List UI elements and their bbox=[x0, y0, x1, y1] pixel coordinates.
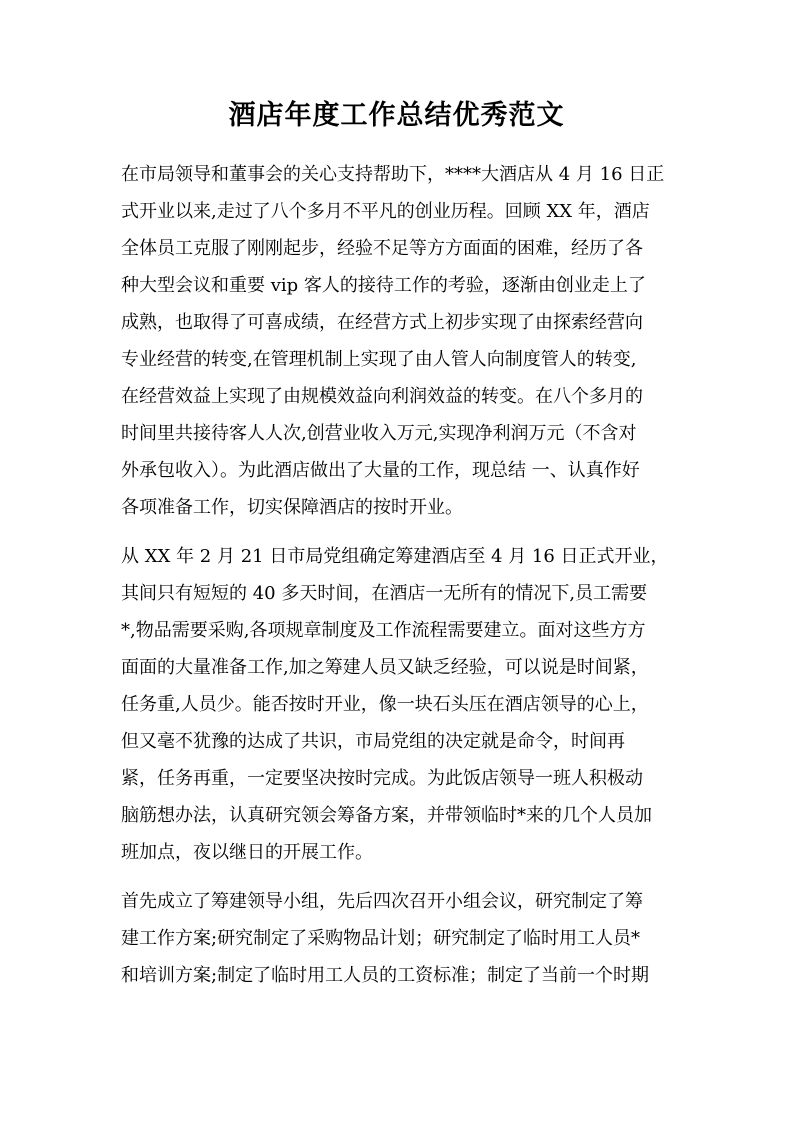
text-line: 首先成立了筹建领导小组，先后四次召开小组会议，研究制定了筹 bbox=[121, 891, 643, 912]
text-line: 紧，任务再重，一定要坚决按时完成。为此饭店领导一班人积极动 bbox=[121, 768, 643, 789]
text-line: 和培训方案;制定了临时用工人员的工资标准；制定了当前一个时期 bbox=[121, 965, 650, 986]
text-line: 任务重,人员少。能否按时开业，像一块石头压在酒店领导的心上， bbox=[121, 694, 649, 715]
text-line: 专业经营的转变,在管理机制上实现了由人管人向制度管人的转变, bbox=[121, 349, 637, 370]
text-line: 各项准备工作，切实保障酒店的按时开业。 bbox=[121, 497, 463, 518]
text-line: 建工作方案;研究制定了采购物品计划；研究制定了临时用工人员* bbox=[121, 928, 641, 949]
text-line: 式开业以来,走过了八个多月不平凡的创业历程。回顾 XX 年，酒店 bbox=[121, 201, 650, 222]
document-title: 酒店年度工作总结优秀范文 bbox=[228, 100, 565, 131]
text-line: 在经营效益上实现了由规模效益向利润效益的转变。在八个多月的 bbox=[121, 386, 643, 407]
paragraph-1 bbox=[121, 156, 701, 526]
text-line: 时间里共接待客人人次,创营业收入万元,实现净利润万元（不含对 bbox=[121, 423, 637, 444]
text-line: 成熟，也取得了可喜成绩，在经营方式上初步实现了由探索经营向 bbox=[121, 312, 643, 333]
paragraph-3 bbox=[121, 883, 701, 994]
text-line: 外承包收入）。为此酒店做出了大量的工作，现总结 一、认真作好 bbox=[121, 460, 640, 481]
paragraph-2 bbox=[121, 538, 701, 871]
text-line: 但又毫不犹豫的达成了共识，市局党组的决定就是命令，时间再 bbox=[121, 731, 625, 752]
document-body bbox=[121, 156, 701, 1006]
text-line: 其间只有短短的 40 多天时间，在酒店一无所有的情况下,员工需要 bbox=[121, 583, 648, 604]
text-line: *,物品需要采购,各项规章制度及工作流程需要建立。面对这些方方 bbox=[121, 620, 646, 641]
text-line: 面面的大量准备工作,加之筹建人员又缺乏经验，可以说是时间紧， bbox=[121, 657, 649, 678]
text-line: 全体员工克服了刚刚起步，经验不足等方方面面的困难，经历了各 bbox=[121, 238, 643, 259]
text-line: 在市局领导和董事会的关心支持帮助下，****大酒店从 4 月 16 日正 bbox=[121, 164, 665, 185]
text-line: 脑筋想办法，认真研究领会筹备方案，并带领临时*来的几个人员加 bbox=[121, 805, 652, 826]
text-line: 从 XX 年 2 月 21 日市局党组确定筹建酒店至 4 月 16 日正式开业， bbox=[121, 546, 669, 567]
text-line: 班加点，夜以继日的开展工作。 bbox=[121, 842, 373, 863]
text-line: 种大型会议和重要 vip 客人的接待工作的考验，逐渐由创业走上了 bbox=[121, 275, 646, 296]
